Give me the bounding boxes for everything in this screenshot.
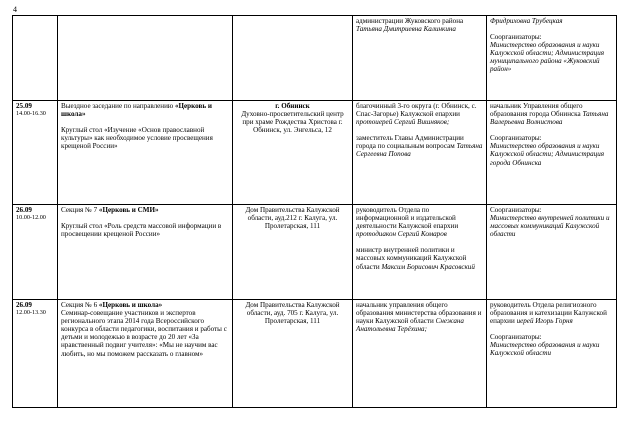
date-cell bbox=[13, 300, 58, 408]
table-row bbox=[13, 16, 617, 101]
responsible-org: руководитель Отдела по информационной и издательской деятельности Калужской епархии bbox=[356, 206, 459, 231]
responsible-name: Максим Борисович Красовский bbox=[381, 262, 475, 271]
co-organizers-list: Министерство образования и науки Калужской области; Администрация города Обнинска bbox=[490, 142, 605, 167]
organizer-name: Фридриховна Трубецкая bbox=[490, 17, 563, 25]
event-cell bbox=[58, 101, 233, 205]
responsible-org: заместитель Главы Администрации города по социальным вопросам bbox=[356, 134, 464, 151]
co-organizers-list: Министерство образования и науки Калужской области bbox=[490, 341, 600, 358]
organizer-org: руководитель Отдела религиозного образования и катехизации Калужской епархии bbox=[490, 301, 607, 326]
responsible-org: администрации Жуковского района bbox=[356, 17, 464, 25]
co-organizers-label: Соорганизаторы: bbox=[490, 206, 542, 214]
organizer-org: начальник Управления общего образования города Обнинска bbox=[490, 102, 583, 119]
responsible-name: Снежана Анатольевна Терёхина; bbox=[356, 317, 464, 334]
organizer-name: иерей Игорь Горня bbox=[516, 317, 573, 326]
event-direction: «Церковь и СМИ» bbox=[98, 206, 159, 214]
organizers-cell bbox=[487, 205, 617, 300]
event-date: 26.09 bbox=[16, 206, 32, 214]
co-organizers-label: Соорганизаторы: bbox=[490, 33, 542, 42]
responsible-cell bbox=[353, 16, 487, 101]
responsible-org: министр внутренней политики и массовых коммуникаций Калужской области bbox=[356, 246, 467, 271]
co-organizers-label: Соорганизаторы: bbox=[490, 333, 542, 342]
date-cell bbox=[13, 205, 58, 300]
event-direction: «Церковь и школа» bbox=[61, 102, 212, 119]
table-row bbox=[13, 300, 617, 408]
event-roundtable: Круглый стол «Роль средств массовой информации в просвещении крещеной России» bbox=[61, 222, 222, 239]
event-time: 12.00-13.30 bbox=[16, 309, 46, 317]
event-time: 10.00-12.00 bbox=[16, 214, 46, 222]
co-organizers-list: Министерство образования и науки Калужской области; Администрация муниципального района «Жуковский район» bbox=[490, 41, 605, 74]
responsible-cell bbox=[353, 101, 487, 205]
place-title: г. Обнинск bbox=[275, 102, 310, 110]
schedule-table bbox=[12, 15, 617, 408]
co-organizers-label: Соорганизаторы: bbox=[490, 134, 542, 143]
event-type: Секция № 7 bbox=[61, 206, 98, 214]
place-cell bbox=[233, 16, 353, 101]
event-cell bbox=[58, 300, 233, 408]
event-cell bbox=[58, 205, 233, 300]
organizers-cell bbox=[487, 300, 617, 408]
responsible-name: Татьяна Сергеевна Попова bbox=[356, 142, 483, 159]
organizers-cell bbox=[487, 16, 617, 101]
place-address: Дом Правительства Калужской области, ауд. 705 г. Калуга, ул. Пролетарская, 111 bbox=[245, 301, 340, 326]
responsible-cell bbox=[353, 205, 487, 300]
co-organizers-list: Министерство внутренней политики и массовых коммуникаций Калужской области bbox=[490, 214, 610, 239]
event-date: 25.09 bbox=[16, 102, 32, 110]
responsible-org: начальник управления общего образования министерства образования и науки Калужской области bbox=[356, 301, 482, 326]
place-cell bbox=[233, 300, 353, 408]
organizer-name: Татьяна Валерьевна Волнистова bbox=[490, 110, 609, 127]
date-cell bbox=[13, 16, 58, 101]
event-direction: «Церковь и школа» bbox=[98, 301, 163, 309]
event-time: 14.00-16.30 bbox=[16, 110, 46, 118]
place-address: Духовно-просветительский центр при храме Рождества Христова г. Обнинск, ул. Энгельса, 12 bbox=[241, 110, 344, 135]
event-type: Секция № 6 bbox=[61, 301, 98, 309]
responsible-name: Татьяна Дмитриевна Калинкина bbox=[356, 25, 456, 34]
event-type: Выездное заседание по направлению bbox=[61, 102, 174, 110]
organizers-cell bbox=[487, 101, 617, 205]
responsible-name: протодиакон Сергий Комаров bbox=[356, 230, 447, 239]
place-address: Дом Правительства Калужской области, ауд.212 г. Калуга, ул. Пролетарская, 111 bbox=[245, 206, 340, 231]
place-cell bbox=[233, 205, 353, 300]
table-row bbox=[13, 205, 617, 300]
responsible-cell bbox=[353, 300, 487, 408]
responsible-name: протоиерей Сергий Вишняков; bbox=[356, 118, 450, 127]
event-cell bbox=[58, 16, 233, 101]
event-description: Семинар-совещание участников и экспертов регионального этапа 2014 года Всероссийского конкурса в области педагогики, воспитания и работы с детьми и молодежью в возрасте до 20 лет «За нравственный подвиг учителя»: «Мы не научим вас любить, но мы поможем рассказать о главном» bbox=[61, 309, 227, 358]
table-row bbox=[13, 101, 617, 205]
responsible-org: благочинный 3-го округа (г. Обнинск, с. Спас-Загорье) Калужской епархии bbox=[356, 102, 477, 119]
page-number: 4 bbox=[13, 5, 17, 14]
event-roundtable: Круглый стол «Изучение «Основ православной культуры» как необходимое условие просвещения крещеной России» bbox=[61, 126, 213, 151]
date-cell bbox=[13, 101, 58, 205]
place-cell bbox=[233, 101, 353, 205]
event-date: 26.09 bbox=[16, 301, 32, 309]
